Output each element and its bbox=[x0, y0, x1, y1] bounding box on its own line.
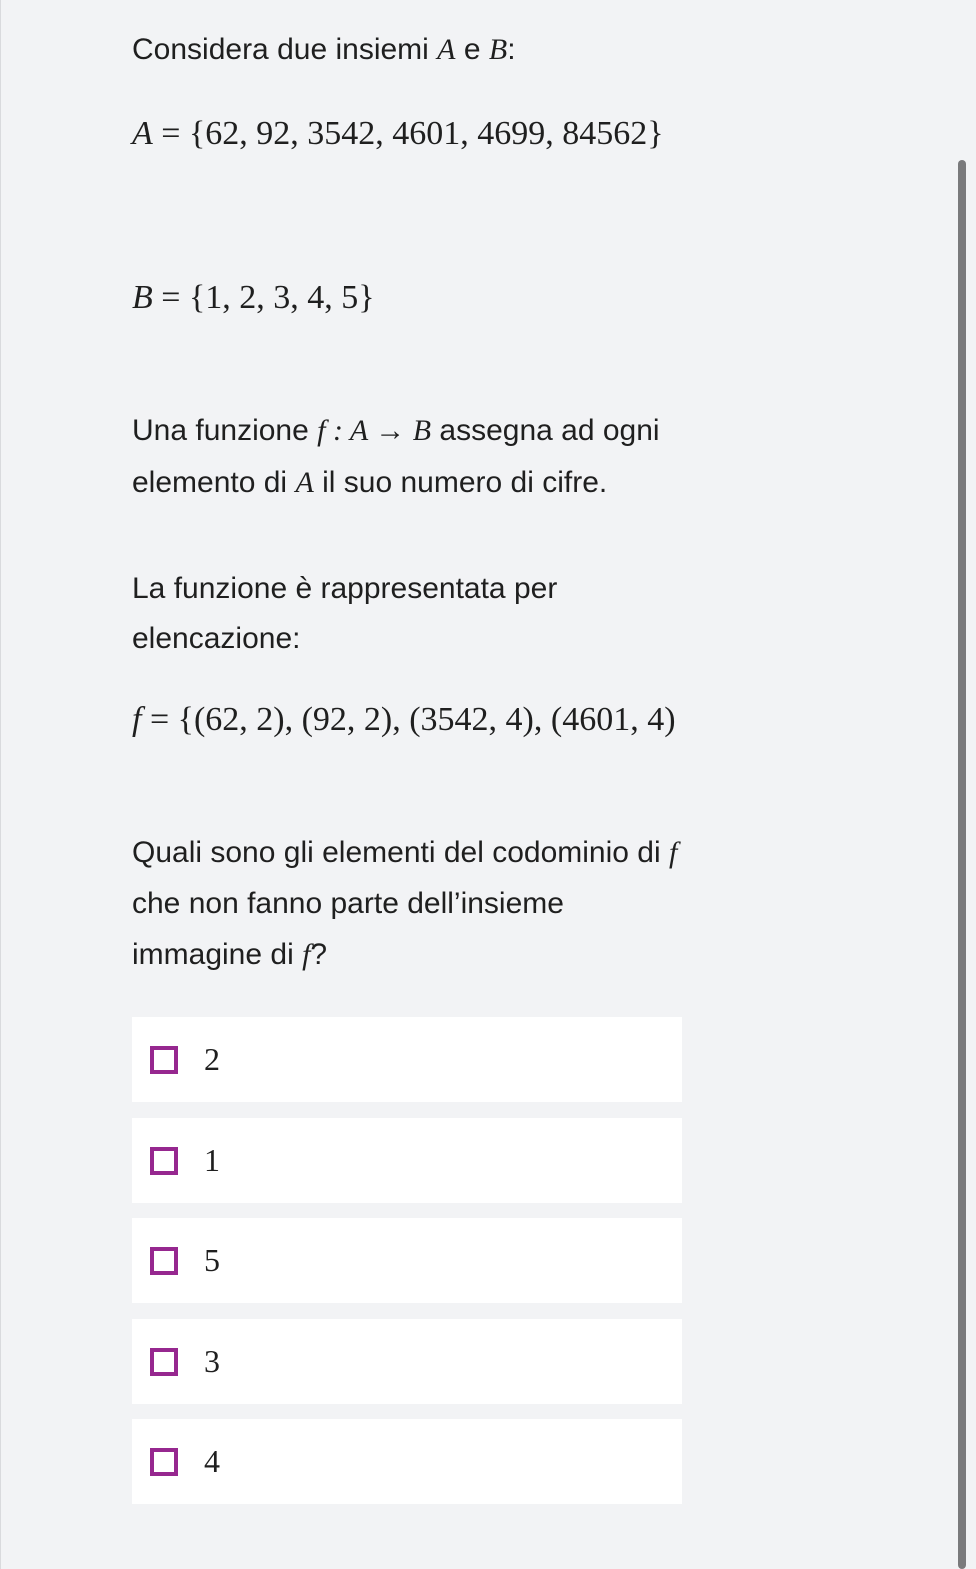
answer-option-label: 5 bbox=[204, 1242, 220, 1278]
equation-a-rhs: = {62, 92, 3542, 4601, 4699, 84562} bbox=[161, 115, 664, 152]
question-f1: f bbox=[668, 836, 678, 869]
intro-set-a: A bbox=[437, 33, 456, 66]
equation-f-lhs: f bbox=[132, 701, 142, 738]
checkbox-icon[interactable] bbox=[150, 1448, 178, 1476]
intro-text bbox=[132, 24, 732, 76]
answer-option-4[interactable] bbox=[132, 1319, 682, 1404]
intro-prefix: Considera due insiemi bbox=[132, 33, 429, 66]
checkbox-icon[interactable] bbox=[150, 1247, 178, 1275]
definition-part3: il suo numero di cifre. bbox=[322, 466, 608, 499]
definition-function: f : A → B bbox=[317, 414, 432, 447]
answer-option-label: 4 bbox=[204, 1443, 220, 1479]
checkbox-icon[interactable] bbox=[150, 1046, 178, 1074]
answer-option-5[interactable] bbox=[132, 1419, 682, 1504]
question-part3: ? bbox=[310, 938, 328, 971]
question-f2: f bbox=[302, 938, 311, 971]
equation-f-rhs: = {(62, 2), (92, 2), (3542, 4), (4601, 4) bbox=[149, 701, 676, 738]
answer-option-2[interactable] bbox=[132, 1118, 682, 1203]
representation-text: La funzione è rappresentata per elencazione: bbox=[132, 572, 558, 655]
question-text bbox=[132, 827, 692, 980]
equation-b-lhs: B bbox=[132, 279, 153, 316]
equation-b-rhs: = {1, 2, 3, 4, 5} bbox=[161, 279, 375, 316]
left-border bbox=[0, 0, 1, 1569]
checkbox-icon[interactable] bbox=[150, 1348, 178, 1376]
equation-function-f bbox=[132, 694, 676, 746]
scrollbar-thumb[interactable] bbox=[958, 160, 966, 1569]
equation-a-lhs: A bbox=[132, 115, 153, 152]
intro-suffix: : bbox=[507, 33, 516, 66]
answer-option-label: 2 bbox=[204, 1041, 220, 1077]
definition-set: A bbox=[295, 466, 314, 499]
intro-set-b: B bbox=[488, 33, 508, 66]
intro-conj: e bbox=[463, 33, 481, 66]
definition-part1: Una funzione bbox=[132, 414, 309, 447]
checkbox-icon[interactable] bbox=[150, 1147, 178, 1175]
equation-set-a bbox=[132, 108, 664, 160]
definition-part2: assegna ad ogni elemento di bbox=[132, 414, 660, 499]
answer-option-3[interactable] bbox=[132, 1218, 682, 1303]
equation-set-b bbox=[132, 272, 375, 324]
definition-text bbox=[132, 405, 692, 509]
question-part2: che non fanno parte dell’insieme immagine di bbox=[132, 887, 564, 971]
answer-option-label: 1 bbox=[204, 1142, 220, 1178]
question-part1: Quali sono gli elementi del codominio di bbox=[132, 836, 661, 869]
answer-option-label: 3 bbox=[204, 1343, 220, 1379]
answer-option-1[interactable] bbox=[132, 1017, 682, 1102]
